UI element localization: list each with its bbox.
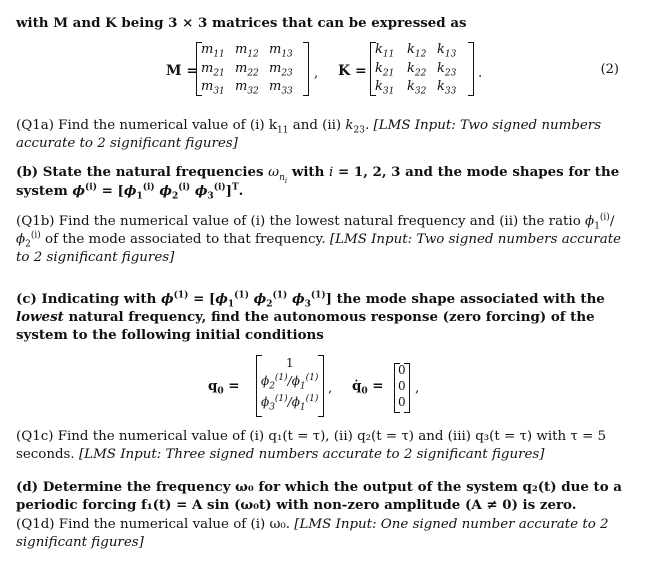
part-c-lowest: lowest (16, 309, 64, 325)
q1b-lead: (Q1b) Find the numerical value of (i) the lowest natural frequency and (ii) the ratio (16, 214, 581, 229)
k-cell: $k_{32}$ (407, 79, 427, 97)
qd0-value: 0 (398, 379, 406, 393)
q1d-lms: [LMS Input: One signed number accurate to 2 significant figures] (16, 517, 609, 550)
initial-conditions: $q_0$ = 1 $\phi_2^{(1)}/\phi_1^{(1)}$ $\phi_3^{(1)}/\phi_1^{(1)}$ , $q̇_0$ = 0 0 0 , (0, 355, 667, 419)
k-label: K = (338, 63, 367, 79)
part-c-rest: natural frequency, find the autonomous response (zero forcing) of the system to the following initial conditions (16, 309, 595, 343)
k-cell: $k_{31}$ (375, 79, 395, 97)
m-cell: $m_{12}$ (235, 42, 259, 60)
qd0-label: $q̇_0$ = (352, 378, 384, 397)
q0-label: $q_0$ = (208, 378, 240, 397)
q1c-lms: [LMS Input: Three signed numbers accurate to 2 significant figures] (78, 447, 545, 462)
q1a-lms: [LMS Input: Two signed numbers accurate to 2 significant figures] (16, 118, 602, 151)
k-cell: $k_{23}$ (437, 61, 457, 79)
q1a-paragraph: (Q1a) Find the numerical value of (i) $k_{11}$ and (ii) $k_{23}$. [LMS Input: Two signed numbers accurate to 2 significant figures] (16, 118, 602, 151)
part-b-system: system (16, 183, 68, 199)
k-matrix (370, 42, 474, 96)
q0-first: 1 (286, 356, 294, 370)
qd0-value: 0 (398, 395, 406, 409)
k-cell: $k_{13}$ (437, 42, 457, 60)
part-c-mid: the mode shape associated with the (336, 291, 605, 307)
part-b-heading: (b) State the natural frequencies $\omega_{n_i}$ with i = 1, 2, 3 and the mode shapes for the system $\phi^{(i)} = [\phi_1^{(i)}$ $\phi_2^{(i)}$ $\phi_3^{(i)}]^T$. (16, 164, 620, 202)
k-cell: $k_{21}$ (375, 61, 395, 79)
q1c-text: (Q1c) Find the numerical value of (i) q₁(t = τ), (ii) q₂(t = τ) and (iii) q₃(t = τ) with τ = 5 seconds. (16, 429, 607, 462)
q1d-paragraph (16, 516, 628, 552)
q1b-cont: of the mode associated to that frequency. (45, 232, 326, 247)
q1b-paragraph: (Q1b) Find the numerical value of (i) the lowest natural frequency and (ii) the ratio $\phi_1^{(i)}/\phi_2^{(i)}$ of the mode associated to that frequency. [LMS Input: Two signed numbers accurate to 2 significant figures] (16, 212, 621, 265)
part-c-lead: (c) Indicating with (16, 291, 157, 307)
matrix-equation: M = $m_{11}$ $m_{12}$ $m_{13}$ $m_{21}$ $m_{22}$ $m_{23}$ $m_{31}$ $m_{32}$ $m_{33}$ , K = $k_{11}$ $k_{12}$ $k_{13}$ $k_{21}$ $k_{22}$ $k_{23}$ $k_{31}$ $k_{32}$ $k_{33}$ . (2) (166, 42, 619, 97)
k-cell: $k_{12}$ (407, 42, 427, 60)
m-cell: $m_{31}$ (201, 79, 225, 97)
part-b-title: (b) State the natural frequencies (16, 164, 264, 180)
qd0-vector (394, 363, 410, 413)
m-cell: $m_{22}$ (235, 61, 259, 79)
k-cell: $k_{22}$ (407, 61, 427, 79)
m-cell: $m_{23}$ (269, 61, 293, 79)
m-label: M = (166, 63, 199, 79)
m-cell: $m_{11}$ (201, 42, 225, 60)
m-cell: $m_{21}$ (201, 61, 225, 79)
q1c-paragraph (16, 428, 628, 464)
m-matrix (196, 42, 309, 96)
part-b-with: with (291, 164, 325, 180)
q1a-lead: (Q1a) Find the numerical value of (i) k (16, 118, 277, 133)
part-b-rest: and the mode shapes for the (405, 164, 620, 180)
intro-text: with M and K being 3 × 3 matrices that can be expressed as (16, 15, 467, 31)
m-cell: $m_{32}$ (235, 79, 259, 97)
k-cell: $k_{11}$ (375, 42, 395, 60)
equation-number: (2) (600, 62, 619, 77)
m-cell: $m_{33}$ (269, 79, 293, 97)
q1d-text: (Q1d) Find the numerical value of (i) ω₀. (16, 517, 291, 532)
k-cell: $k_{33}$ (437, 79, 457, 97)
q1b-lms: [LMS Input: Two signed numbers accurate to 2 significant figures] (16, 232, 621, 265)
part-c-heading: (c) Indicating with $\phi^{(1)} = [\phi_1^{(1)}$ $\phi_2^{(1)}$ $\phi_3^{(1)}$] the mode shape associated with the lowest natural frequency, find the autonomous response (zero forcing) of the system to the following initial conditions (16, 290, 605, 343)
q0-vector: 1 $\phi_2^{(1)}/\phi_1^{(1)}$ $\phi_3^{(1)}/\phi_1^{(1)}$ (256, 355, 324, 417)
part-d-heading: (d) Determine the frequency ω₀ for which the output of the system q₂(t) due to a periodic forcing f₁(t) = A sin (ω₀t) with non-zero amplitude (A ≠ 0) is zero. (16, 479, 622, 513)
qd0-value: 0 (398, 363, 406, 377)
m-cell: $m_{13}$ (269, 42, 293, 60)
